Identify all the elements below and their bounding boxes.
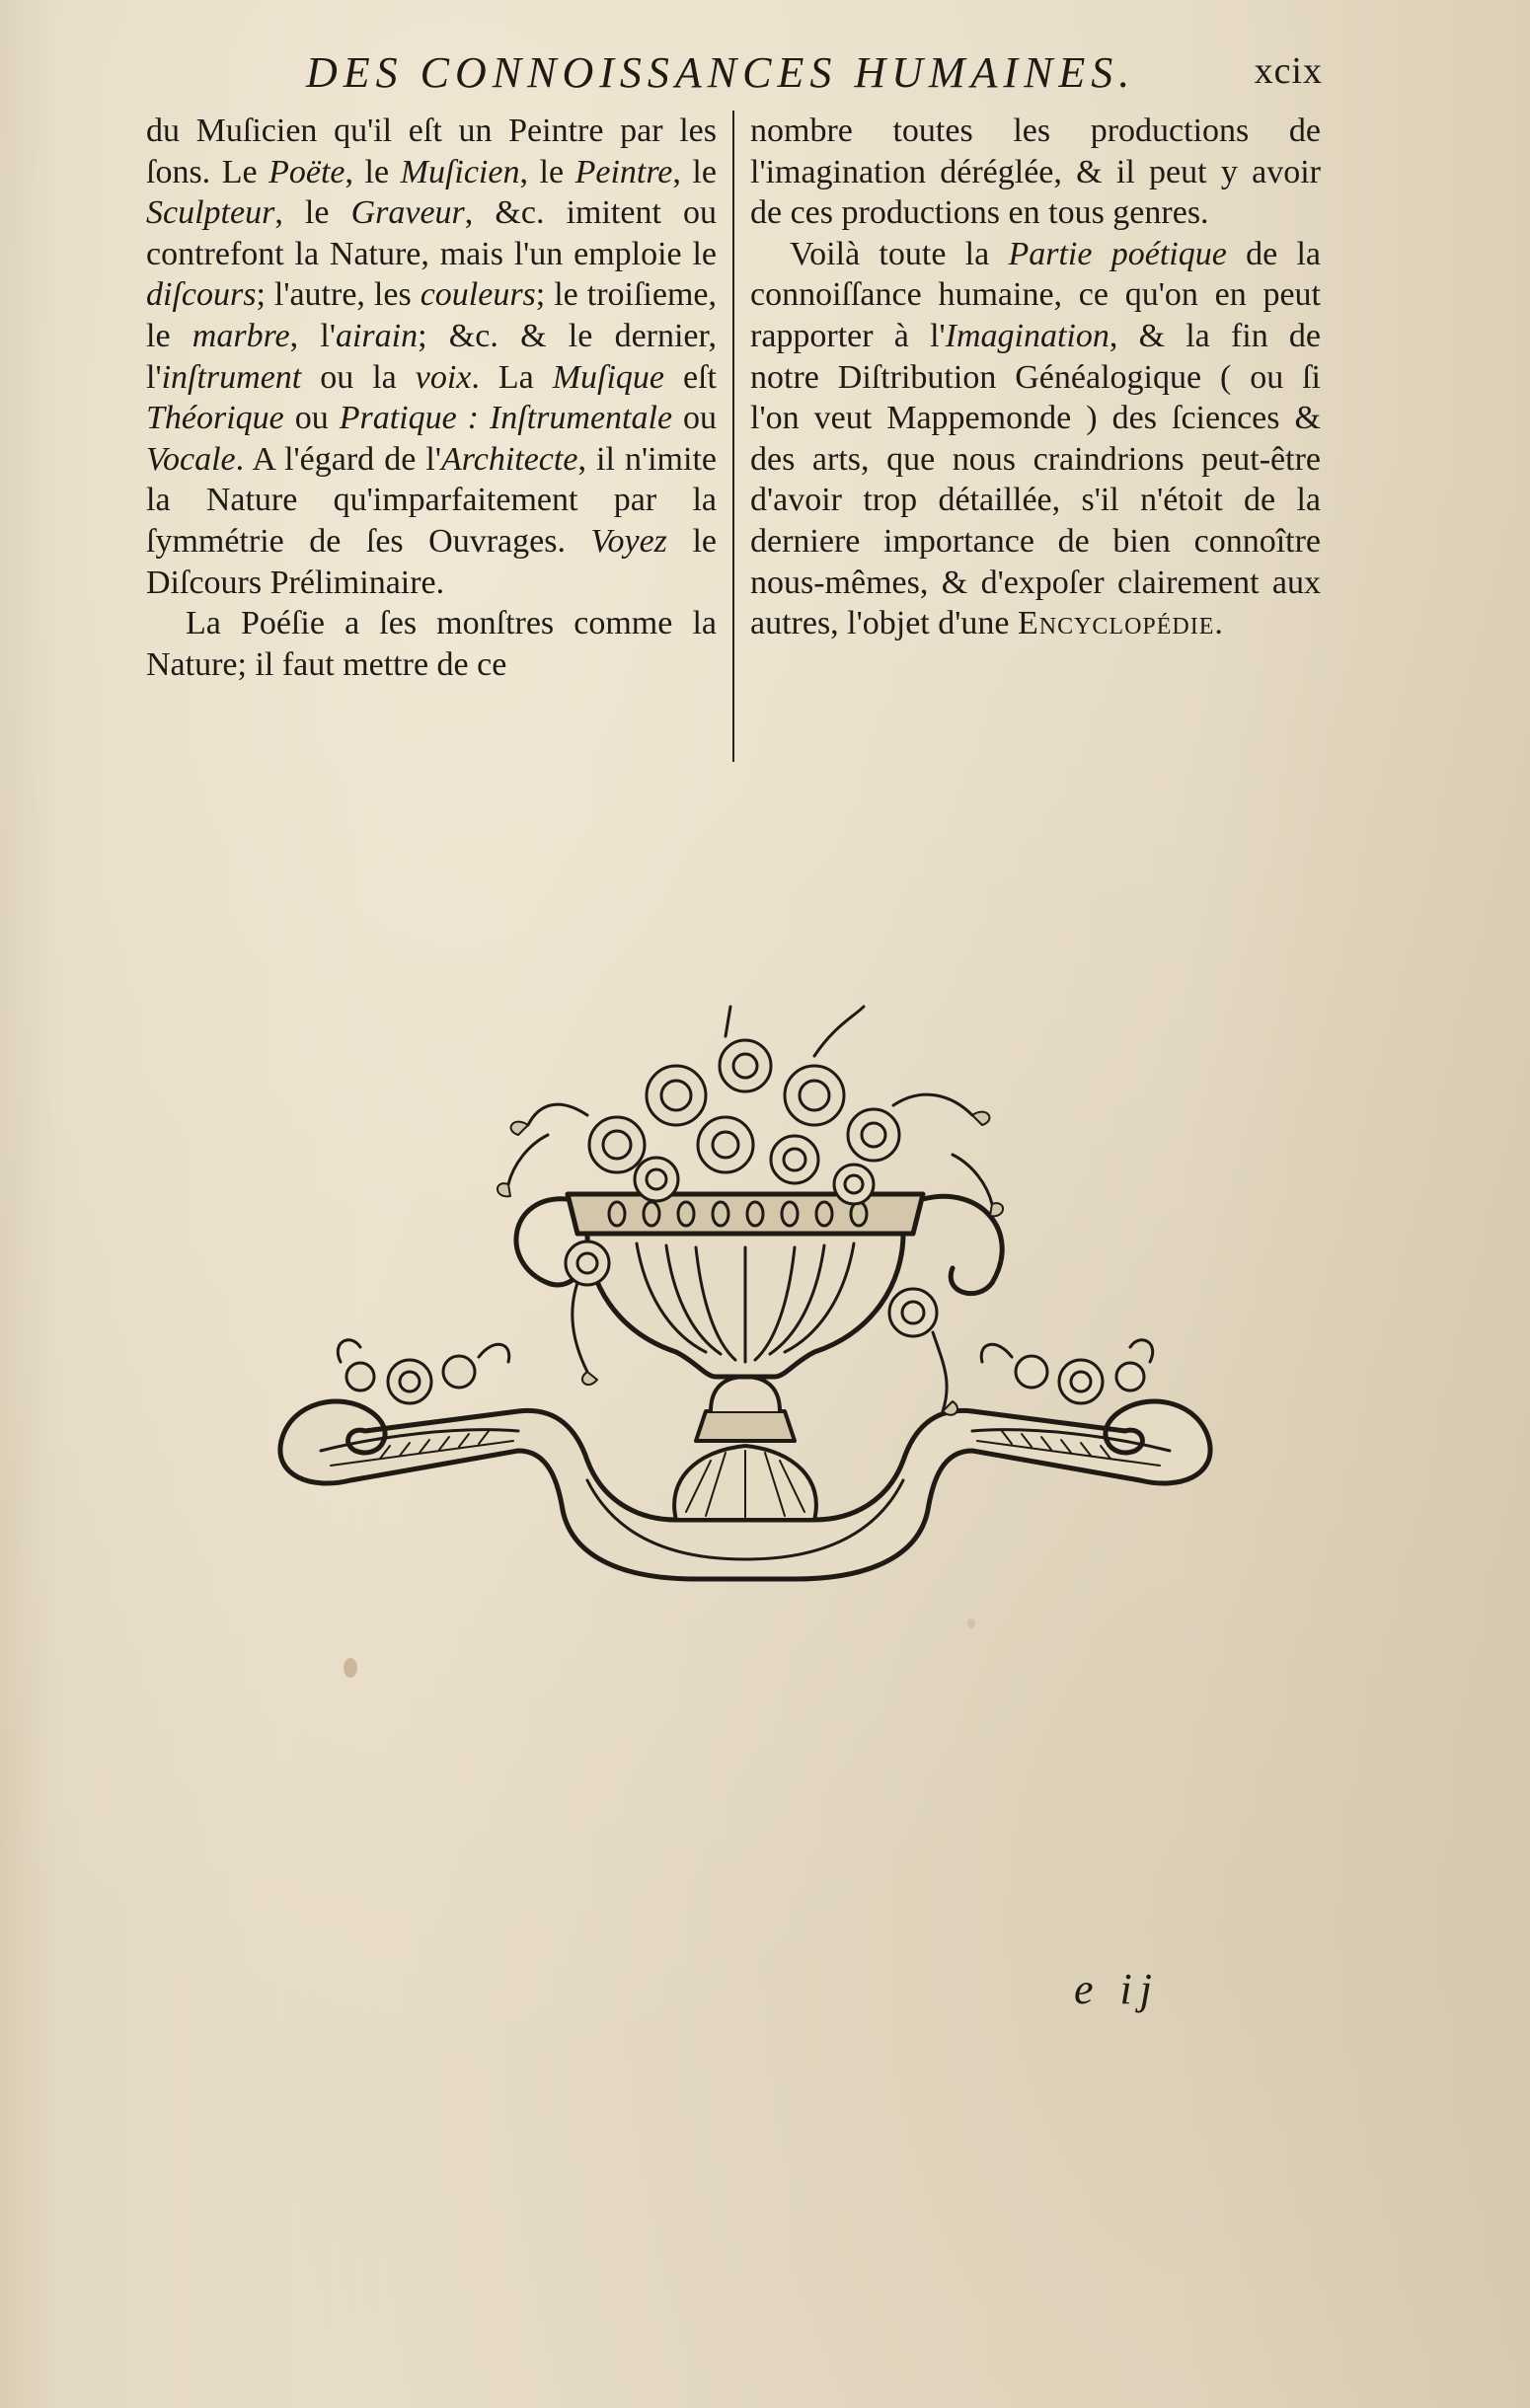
text-run: , le <box>519 153 575 190</box>
text-run: du Muſicien qu'il eſt un Peintre par les ſons. Le <box>146 113 717 190</box>
text-run: ; l'autre, les <box>256 276 421 314</box>
text-run: de la connoiſſance humaine, ce qu'on en peut rapporter à l' <box>750 235 1321 354</box>
left-paragraph-2 <box>146 603 717 685</box>
text-run: eſt <box>664 358 717 396</box>
text-run: , le <box>344 153 401 190</box>
italic-run: Muſicien <box>400 153 520 190</box>
text-run: , le <box>274 194 351 232</box>
running-title: DES CONNOISSANCES HUMAINES. <box>306 48 1136 97</box>
right-paragraph-2 <box>750 234 1321 644</box>
urn-rim <box>568 1194 923 1234</box>
text-run: . La <box>471 358 553 396</box>
signature-mark: e ij <box>1074 1965 1160 2013</box>
italic-run: Peintre <box>574 153 673 190</box>
right-paragraph-1 <box>750 111 1321 234</box>
foxing-stain <box>344 1658 357 1678</box>
text-run: Voilà toute la <box>790 235 1009 272</box>
text-run: , le <box>672 153 717 190</box>
text-run: nombre toutes les productions de l'imagination déréglée, & il peut y avoir de ces productions en tous genres. <box>750 113 1321 232</box>
page-number: xcix <box>1254 50 1323 92</box>
italic-run: Muſique <box>552 358 665 396</box>
urn-pedestal <box>696 1411 795 1441</box>
column-rule <box>732 111 734 762</box>
left-paragraph-1 <box>146 111 717 603</box>
page-header <box>138 47 1333 107</box>
text-run: , l' <box>289 317 336 354</box>
text-run: , il n'imite la Nature qu'imparfaitement par la ſymmétrie de ſes Ouvrages. <box>146 440 717 560</box>
text-run: La Poéſie a ſes monſtres comme la Nature; il faut mettre de ce <box>146 605 717 683</box>
small-caps-run: Encyclopédie <box>1017 605 1215 642</box>
side-flowers-right <box>981 1340 1153 1403</box>
text-run: ou la <box>301 358 416 396</box>
italic-run: marbre <box>191 317 290 354</box>
text-run: , &c. imitent ou contrefont la Nature, mais l'un emploie le <box>146 194 718 272</box>
italic-run: Architecte <box>440 440 578 478</box>
italic-run: Graveur <box>350 194 465 232</box>
foxing-stain <box>967 1618 975 1628</box>
italic-run: Poëte <box>268 153 345 190</box>
italic-run: Voyez <box>590 522 667 560</box>
italic-run: Sculpteur <box>146 194 275 232</box>
italic-run: diſcours <box>146 276 257 314</box>
italic-run: Vocale <box>146 440 236 478</box>
italic-run: couleurs <box>420 276 536 314</box>
side-flowers-left <box>338 1340 509 1403</box>
text-run: le Diſcours Préliminaire. <box>146 522 717 601</box>
left-column <box>146 111 717 685</box>
italic-run: airain <box>335 317 419 354</box>
right-column <box>750 111 1321 644</box>
text-run: . <box>1214 605 1223 642</box>
text-run: ; &c. & le dernier, l' <box>146 317 717 396</box>
italic-run: Imagination <box>945 317 1109 354</box>
italic-run: Pratique : Inſtrumentale <box>339 400 673 437</box>
italic-run: Partie poétique <box>1008 235 1227 272</box>
italic-run: voix <box>415 358 472 396</box>
ornament-vignette <box>262 987 1229 1589</box>
text-run: ; le troiſieme, le <box>146 276 717 354</box>
text-run: ou <box>283 400 340 437</box>
italic-run: Théorique <box>146 400 284 437</box>
text-run: ou <box>672 400 717 437</box>
italic-run: inſtrument <box>161 358 302 396</box>
text-run: , & la fin de notre Diſtribution Généalogique ( ou ſi l'on veut Mappemonde ) des ſciences & des arts, que nous craindrions peut-être d'avoir trop détaillée, s'il n'étoit de la derniere importance de bien connoître nous-mêmes, & d'expoſer clairement aux autres, l'objet d'une <box>750 317 1321 642</box>
text-run: . A l'égard de l' <box>235 440 441 478</box>
